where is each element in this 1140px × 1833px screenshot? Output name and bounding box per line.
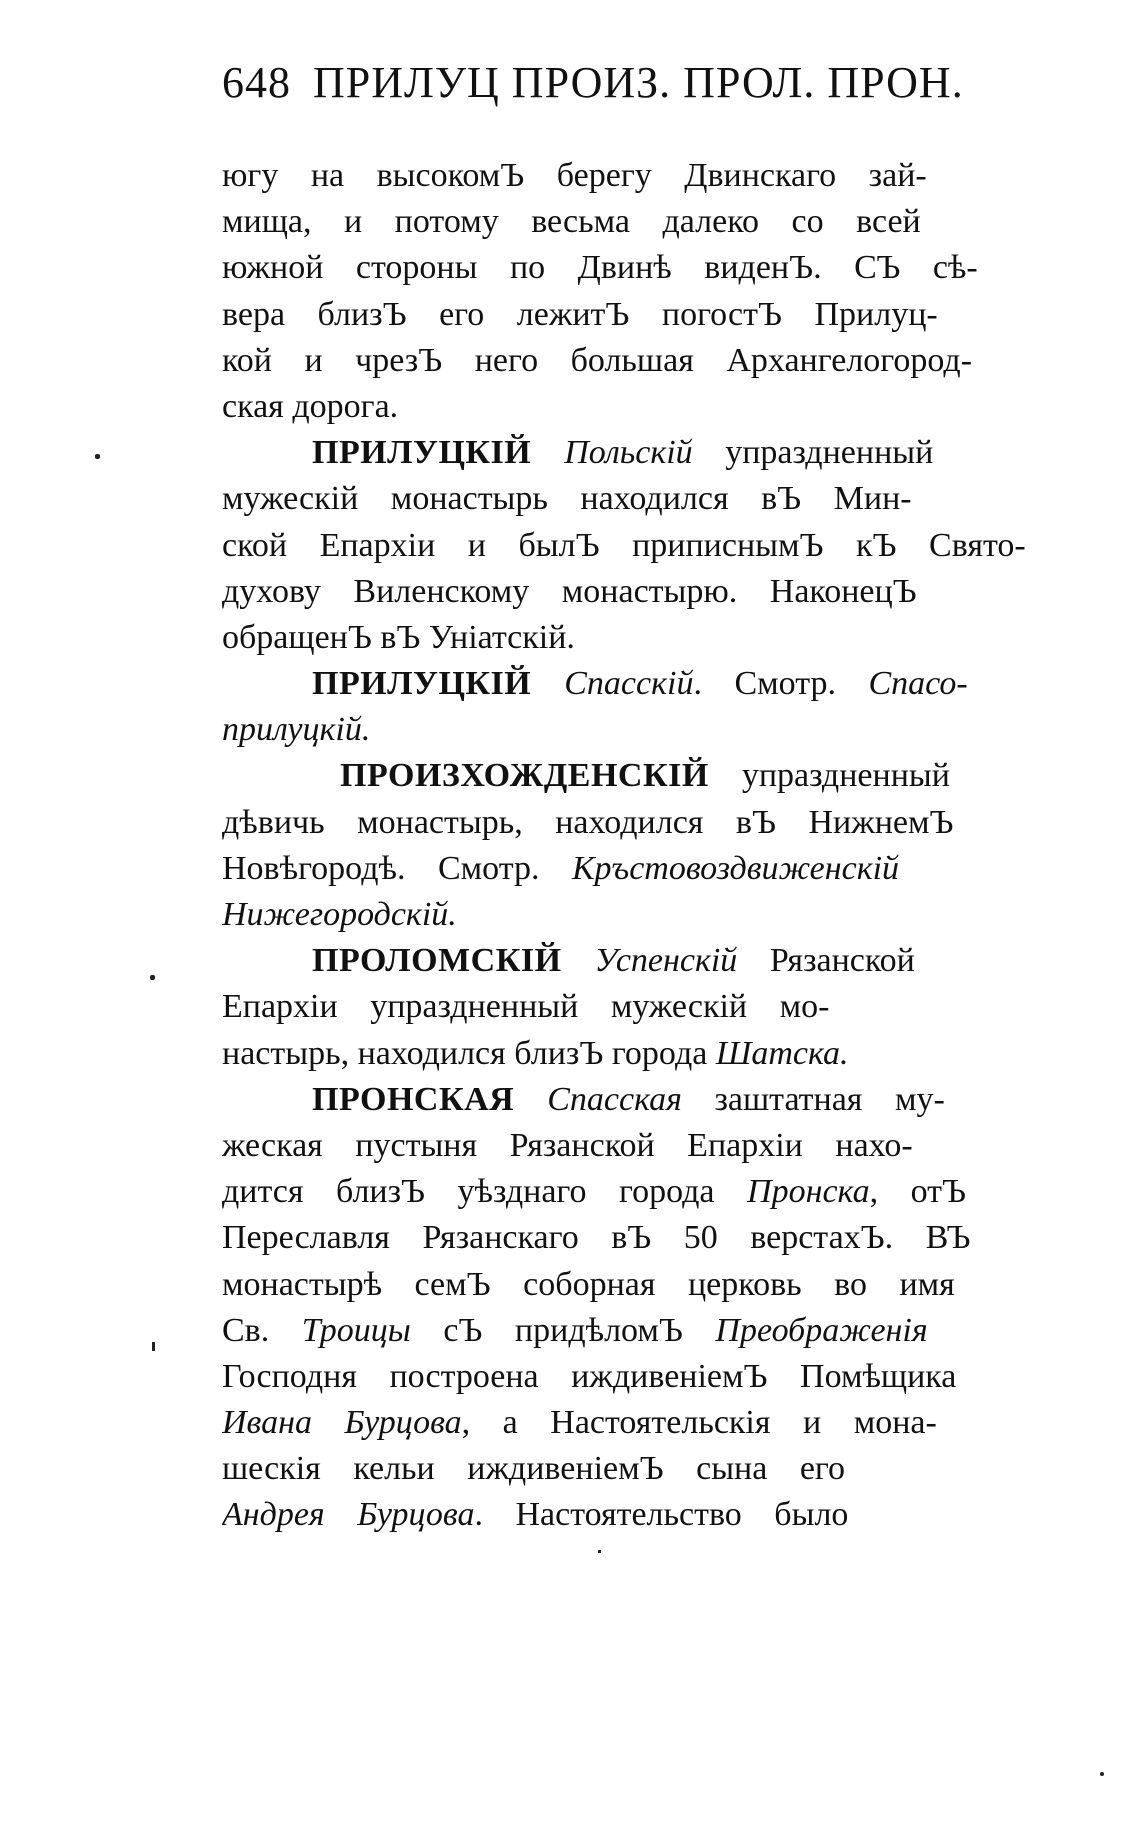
entry-headword: ПРОИЗХОЖДЕНСКІЙ xyxy=(340,757,742,795)
text-segment: жеская пустыня Рязанской Епархіи нахо- xyxy=(222,1126,913,1164)
text-segment: Св. xyxy=(222,1311,302,1349)
text-line xyxy=(222,800,1096,846)
text-line xyxy=(222,523,1096,569)
text-line xyxy=(222,1077,1096,1123)
italic-text: Преображенія xyxy=(715,1311,928,1349)
text-segment: упраздненный xyxy=(741,757,950,795)
text-segment: , а Настоятельскія и мона- xyxy=(461,1404,937,1442)
text-line xyxy=(222,1262,1096,1308)
text-line xyxy=(222,892,1096,938)
text-segment: Господня построена иждивеніемЪ Помѣщика xyxy=(222,1357,957,1395)
entry-headword: ПРИЛУЦКІЙ xyxy=(312,665,565,703)
italic-text: Польскій xyxy=(564,434,693,472)
text-segment: дится близЪ уѣзднаго города xyxy=(222,1173,748,1211)
italic-text: Ивана Бурцова xyxy=(222,1404,462,1442)
text-segment: настырь, находился близЪ города xyxy=(222,1034,716,1072)
text-line xyxy=(222,1492,1096,1538)
text-segment: мища, и потому весьма далеко со всей xyxy=(222,203,921,241)
text-line xyxy=(222,846,1096,892)
text-segment: ская дорога. xyxy=(222,387,399,425)
text-line xyxy=(222,938,1096,984)
text-segment: Переславля Рязанскаго вЪ 50 верстахЪ. ВЪ xyxy=(222,1219,971,1257)
text-line xyxy=(222,430,1096,476)
italic-text: Нижегородскій. xyxy=(222,896,457,933)
entry-headword: ПРОНСКАЯ xyxy=(312,1080,548,1118)
italic-text: Спасо- xyxy=(868,665,968,703)
text-line xyxy=(222,1400,1096,1446)
book-page xyxy=(222,48,1096,1534)
text-line xyxy=(222,153,1096,199)
text-line xyxy=(222,338,1096,384)
text-line xyxy=(222,476,1096,522)
text-line xyxy=(222,245,1096,291)
text-segment: южной стороны по Двинѣ виденЪ. СЪ сѣ- xyxy=(222,249,978,287)
italic-text: Шатска. xyxy=(715,1034,849,1072)
text-line xyxy=(222,707,1096,753)
text-segment: . Смотр. xyxy=(693,665,869,703)
text-line xyxy=(222,661,1096,707)
text-segment: упраздненный xyxy=(692,434,934,472)
text-segment: обращенЪ вЪ Уніатскій. xyxy=(222,618,575,656)
text-segment: Новѣгородѣ. Смотр. xyxy=(222,849,572,887)
text-line xyxy=(222,1031,1096,1077)
text-line xyxy=(222,292,1096,338)
text-segment: , отЪ xyxy=(869,1173,967,1211)
text-segment: мужескій монастырь находился вЪ Мин- xyxy=(222,480,912,518)
text-line xyxy=(222,1169,1096,1215)
text-segment: . Настоятельство было xyxy=(474,1496,849,1534)
running-head xyxy=(222,48,1096,118)
italic-text: Спасскій xyxy=(564,665,694,703)
text-segment: Епархіи упраздненный мужескій мо- xyxy=(222,988,830,1026)
text-segment: ской Епархіи и былЪ приписнымЪ кЪ Свято- xyxy=(222,526,1026,564)
text-segment: дѣвичь монастырь, находился вЪ НижнемЪ xyxy=(222,803,954,841)
text-line xyxy=(222,753,1096,799)
text-line xyxy=(222,1123,1096,1169)
page-number: 648 xyxy=(222,58,291,107)
text-segment: заштатная му- xyxy=(681,1080,945,1118)
text-line xyxy=(222,615,1096,661)
italic-text: Троицы xyxy=(301,1311,411,1349)
running-title: ПРИЛУЦ ПРОИЗ. ПРОЛ. ПРОН. xyxy=(313,58,964,107)
body-text xyxy=(222,153,1096,1539)
text-segment: монастырѣ семЪ соборная церковь во имя xyxy=(222,1265,955,1303)
text-segment: югу на высокомЪ берегу Двинскаго зай- xyxy=(222,157,927,194)
text-segment: кой и чрезЪ него большая Архангелогород- xyxy=(222,341,973,379)
italic-text: Успенскій xyxy=(594,942,738,980)
text-line xyxy=(222,199,1096,245)
text-segment: духову Виленскому монастырю. НаконецЪ xyxy=(222,572,917,610)
text-segment: шескія кельи иждивеніемЪ сына его xyxy=(222,1450,846,1488)
text-line xyxy=(222,1354,1096,1400)
italic-text: Пронска xyxy=(747,1173,870,1211)
text-segment: вера близЪ его лежитЪ погостЪ Прилуц- xyxy=(222,295,938,333)
italic-text: Спасская xyxy=(547,1080,682,1118)
entry-headword: ПРИЛУЦКІЙ xyxy=(312,434,565,472)
text-line xyxy=(222,1215,1096,1261)
text-line xyxy=(222,1308,1096,1354)
text-line xyxy=(222,984,1096,1030)
italic-text: Андрея Бурцова xyxy=(222,1496,475,1534)
italic-text: Кръстовоздвиженскій xyxy=(571,849,900,887)
text-line xyxy=(222,1446,1096,1492)
entry-headword: ПРОЛОМСКІЙ xyxy=(312,942,595,980)
text-segment: Рязанской xyxy=(737,942,915,980)
text-line xyxy=(222,384,1096,430)
italic-text: прилуцкій. xyxy=(222,711,371,749)
text-segment: сЪ придѣломЪ xyxy=(410,1311,716,1349)
text-line xyxy=(222,569,1096,615)
